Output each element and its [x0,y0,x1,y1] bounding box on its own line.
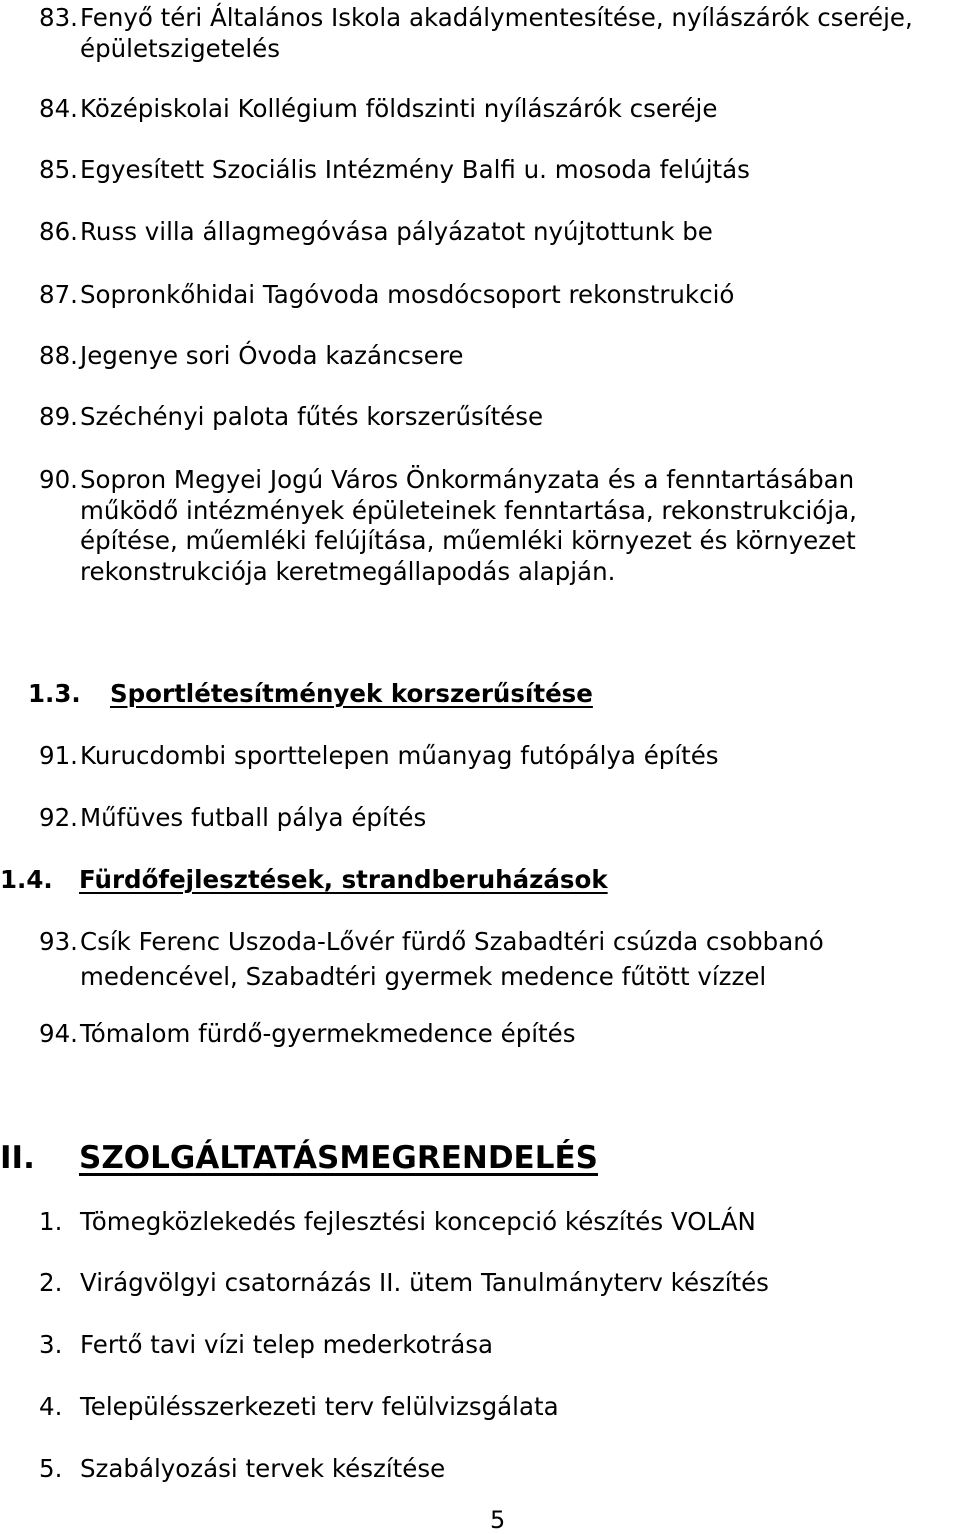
list-item-text: Szabályozási tervek készítése [80,1454,446,1483]
list-item [39,1454,939,1485]
list-item-text: medencével, Szabadtéri gyermek medence fűtött vízzel [80,961,767,991]
section-number: 1.3. [28,679,81,708]
list-item-number: 4. [39,1392,63,1421]
list-item-text: Településszerkezeti terv felülvizsgálata [80,1392,559,1421]
list-item-text: Egyesített Szociális Intézmény Balfi u. mosoda felújtás [80,155,750,184]
list-item-text: épületszigetelés [80,33,281,63]
list-item-text: rekonstrukciója keretmegállapodás alapján. [80,556,616,586]
list-item-number: 1. [39,1207,63,1236]
list-item [39,155,939,186]
section-number: 1.4. [0,865,53,894]
list-item-number: 83. [39,3,78,32]
list-item [39,3,939,64]
section-heading [0,865,608,896]
list-item [39,1019,939,1050]
list-item-text: Középiskolai Kollégium földszinti nyílászárók cseréje [80,94,718,123]
list-item [39,280,939,311]
section-title: Sportlétesítmények korszerűsítése [110,679,593,708]
list-item-number: 85. [39,155,78,184]
list-item [39,465,939,587]
list-item [39,927,939,992]
list-item-number: 91. [39,741,78,770]
list-item-number: 86. [39,217,78,246]
section-heading [28,679,593,710]
list-item-number: 84. [39,94,78,123]
list-item [39,1330,939,1361]
list-item [39,1268,939,1299]
list-item-text: Fertő tavi vízi telep mederkotrása [80,1330,494,1359]
list-item [39,803,939,834]
list-item-number: 5. [39,1454,63,1483]
list-item [39,94,939,125]
list-item-text: Sopronkőhidai Tagóvoda mosdócsoport rekonstrukció [80,280,735,309]
list-item [39,402,939,433]
list-item [39,1207,939,1238]
list-item [39,1392,939,1423]
list-item-text: Műfüves futball pálya építés [80,803,427,832]
page-number: 5 [490,1506,506,1534]
list-item-number: 90. [39,465,78,494]
chapter-title: SZOLGÁLTATÁSMEGRENDELÉS [79,1140,598,1176]
list-item-text: Csík Ferenc Uszoda-Lővér fürdő Szabadtéri csúzda csobbanó [80,927,824,956]
list-item [39,217,939,248]
chapter-number: II. [0,1140,35,1176]
chapter-heading [0,1140,598,1176]
list-item-number: 88. [39,341,78,370]
list-item-text: Virágvölgyi csatornázás II. ütem Tanulmányterv készítés [80,1268,769,1297]
list-item-text: működő intézmények épületeinek fenntartása, rekonstrukciója, [80,495,857,525]
list-item-text: Tómalom fürdő-gyermekmedence építés [80,1019,576,1048]
list-item-text: Kurucdombi sporttelepen műanyag futópálya építés [80,741,719,770]
list-item-number: 3. [39,1330,63,1359]
list-item-text: Jegenye sori Óvoda kazáncsere [80,341,464,370]
list-item-number: 93. [39,927,78,956]
list-item-number: 87. [39,280,78,309]
list-item-number: 2. [39,1268,63,1297]
list-item [39,741,939,772]
list-item-text: Tömegközlekedés fejlesztési koncepció készítés VOLÁN [80,1207,756,1236]
list-item-number: 89. [39,402,78,431]
list-item-text: építése, műemléki felújítása, műemléki környezet és környezet [80,526,856,555]
list-item-number: 92. [39,803,78,832]
list-item-text: Sopron Megyei Jogú Város Önkormányzata és a fenntartásában [80,465,855,494]
list-item-text: Széchényi palota fűtés korszerűsítése [80,402,544,431]
section-title: Fürdőfejlesztések, strandberuházások [79,865,608,894]
list-item-text: Fenyő téri Általános Iskola akadálymentesítése, nyílászárók cseréje, [80,3,913,32]
list-item-text: Russ villa állagmegóvása pályázatot nyújtottunk be [80,217,713,246]
list-item [39,341,939,372]
list-item-number: 94. [39,1019,78,1048]
